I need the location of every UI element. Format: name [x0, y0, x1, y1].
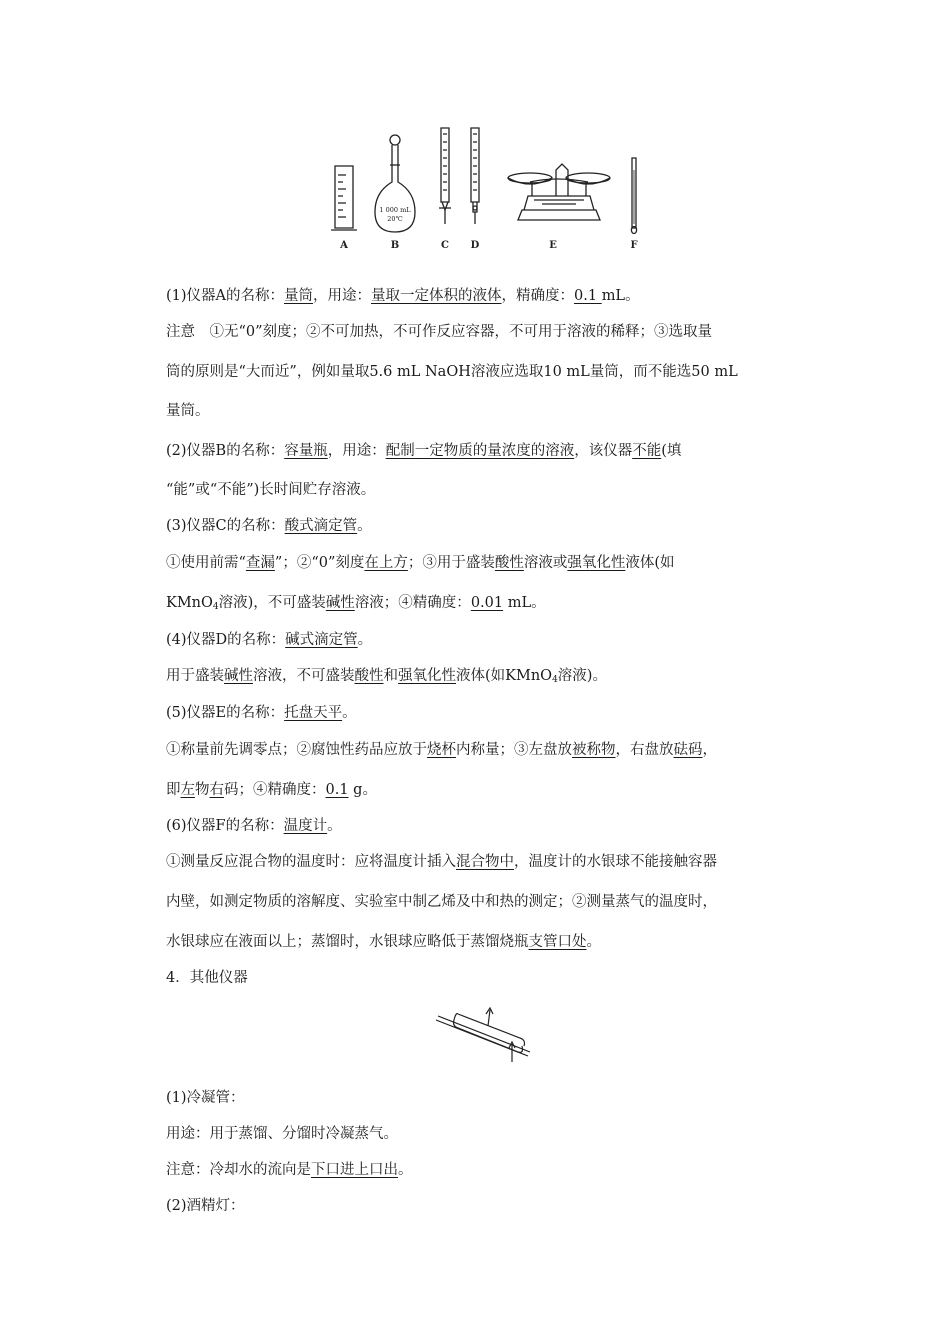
text-segment: 水银球应在液面以上；蒸馏时，水银球应略低于蒸馏烧瓶 [166, 934, 529, 950]
answer-text: 0.01 [470, 595, 504, 611]
label-e: E [549, 240, 557, 251]
answer-text: 酸式滴定管 [284, 518, 358, 534]
label-d: D [470, 240, 480, 251]
graduated-cylinder-drawing [331, 166, 357, 230]
text-line [166, 1196, 245, 1216]
answer-text: 碱性 [325, 595, 355, 611]
text-segment: 内称量；③左盘放 [456, 742, 572, 758]
text-segment: (1)冷凝管： [166, 1090, 245, 1106]
answer-text: 托盘天平 [284, 705, 343, 721]
text-line [166, 286, 640, 306]
answer-text: 强氧化性 [567, 555, 626, 571]
answer-text: 配制一定物质的量浓度的溶液 [385, 443, 575, 459]
text-segment: 物 [195, 782, 210, 798]
tray-balance-drawing [508, 164, 610, 220]
text-line [166, 441, 681, 461]
text-line [166, 630, 372, 650]
answer-text: 被称物 [572, 742, 616, 758]
answer-text: 碱式滴定管 [285, 632, 358, 648]
text-line [166, 780, 377, 800]
text-segment: (6)仪器F的名称： [166, 818, 284, 834]
text-segment: ”；②“0”刻度 [274, 555, 365, 571]
text-segment: 。 [586, 934, 601, 950]
text-segment: ；③用于盛装 [407, 555, 495, 571]
text-segment: (2)仪器B的名称： [166, 443, 285, 459]
text-segment: 即 [166, 782, 181, 798]
flask-marking-temperature: 20℃ [387, 215, 403, 223]
label-a: A [340, 240, 348, 251]
text-segment: KMnO [166, 595, 213, 611]
text-line [166, 1160, 413, 1180]
answer-text: 右 [209, 782, 224, 798]
text-segment: ，该仪器 [574, 443, 633, 459]
text-line [166, 666, 607, 690]
text-line [166, 401, 210, 421]
text-segment: ①称量前先调零点；②腐蚀性药品应放于 [166, 742, 427, 758]
text-segment: 。 [342, 705, 357, 721]
label-f: F [630, 240, 638, 251]
text-line [166, 480, 375, 500]
answer-text: 0.1 [325, 782, 349, 798]
text-line [166, 1088, 245, 1108]
text-segment: ，温度计的水银球不能接触容器 [514, 854, 717, 870]
text-segment: 4．其他仪器 [166, 970, 248, 986]
text-segment: 4 [212, 602, 219, 612]
text-segment: mL。 [503, 595, 546, 611]
answer-text: 碱性 [224, 668, 253, 684]
answer-text: 砝码 [673, 742, 703, 758]
text-segment: g。 [348, 782, 377, 798]
text-segment: ，精确度： [501, 288, 575, 304]
answer-text: 容量瓶 [284, 443, 328, 459]
text-segment: (3)仪器C的名称： [166, 518, 285, 534]
text-line [166, 932, 601, 952]
text-segment: 量筒。 [166, 403, 210, 419]
label-c: C [441, 240, 449, 251]
label-b: B [390, 240, 400, 251]
text-segment: 码；④精确度： [224, 782, 326, 798]
text-segment: 溶液；④精确度： [354, 595, 471, 611]
answer-text: 查漏 [245, 555, 275, 571]
text-segment: 。 [357, 632, 373, 648]
text-segment: 液体(如 [625, 555, 675, 571]
text-segment: (2)酒精灯： [166, 1198, 245, 1214]
text-segment: 筒的原则是“大而近”，例如量取5.6 mL NaOH溶液应选取10 mL量筒，而不能选50 mL [166, 364, 738, 380]
text-segment: 4 [552, 675, 558, 685]
text-segment: 和 [383, 668, 398, 684]
text-segment: 溶液或 [523, 555, 568, 571]
text-segment: ①测量反应混合物的温度时：应将温度计插入 [166, 854, 456, 870]
text-segment: 用途：用于蒸馏、分馏时冷凝蒸气。 [166, 1126, 398, 1142]
text-line [166, 740, 717, 760]
text-line [166, 553, 675, 573]
answer-text: 不能 [632, 443, 662, 459]
text-segment: ①使用前需“ [166, 555, 246, 571]
text-line [166, 816, 342, 836]
text-line [166, 892, 717, 912]
text-line [166, 593, 546, 617]
text-segment: 注意 ①无“0”刻度；②不可加热，不可作反应容器，不可用于溶液的稀释；③选取量 [166, 324, 713, 340]
text-line [166, 322, 712, 342]
text-segment: 溶液，不可盛装 [253, 668, 355, 684]
text-segment: (5)仪器E的名称： [166, 705, 285, 721]
text-line [166, 852, 717, 872]
answer-text: 0.1 [574, 288, 602, 304]
text-segment: ，右盘放 [615, 742, 674, 758]
text-segment: “能”或“不能”)长时间贮存溶液。 [166, 482, 376, 498]
text-segment: (1)仪器A的名称： [166, 288, 285, 304]
text-segment: 用于盛装 [166, 668, 224, 684]
thermometer-drawing [631, 158, 636, 234]
answer-text: 强氧化性 [398, 668, 456, 684]
text-line [166, 968, 248, 988]
answer-text: 温度计 [283, 818, 328, 834]
text-segment: mL。 [601, 288, 640, 304]
answer-text: 混合物中 [456, 854, 514, 870]
text-segment: (填 [661, 443, 682, 459]
text-segment: ，用途： [313, 288, 372, 304]
text-segment: 溶液)。 [557, 668, 607, 684]
answer-text: 在上方 [364, 555, 408, 571]
answer-text: 量筒 [284, 288, 314, 304]
text-segment: (4)仪器D的名称： [166, 632, 286, 648]
answer-text: 烧杯 [427, 742, 456, 758]
text-line [166, 516, 372, 536]
text-line [166, 1124, 398, 1144]
answer-text: 酸性 [354, 668, 384, 684]
text-segment: 。 [327, 818, 342, 834]
answer-text: 酸性 [494, 555, 524, 571]
answer-text: 量取一定体积的液体 [371, 288, 502, 304]
text-segment: 。 [398, 1162, 413, 1178]
text-segment: 。 [357, 518, 372, 534]
acid-burette-drawing [439, 128, 451, 224]
answer-text: 下口进上口出 [311, 1162, 398, 1178]
text-segment: ， [702, 742, 717, 758]
text-segment: 注意：冷却水的流向是 [166, 1162, 311, 1178]
text-segment: ，用途： [327, 443, 386, 459]
text-segment: 溶液)，不可盛装 [218, 595, 326, 611]
text-segment: 内壁，如测定物质的溶解度、实验室中制乙烯及中和热的测定；②测量蒸气的温度时， [166, 894, 717, 910]
text-segment: 液体(如KMnO [456, 668, 553, 684]
base-burette-drawing [471, 128, 479, 224]
answer-text: 支管口处 [528, 934, 587, 950]
instruments-figure [320, 120, 650, 255]
text-line [166, 703, 357, 723]
text-line [166, 362, 738, 382]
condenser-figure [430, 1000, 540, 1068]
flask-marking-volume: 1 000 mL [379, 206, 411, 214]
answer-text: 左 [180, 782, 195, 798]
